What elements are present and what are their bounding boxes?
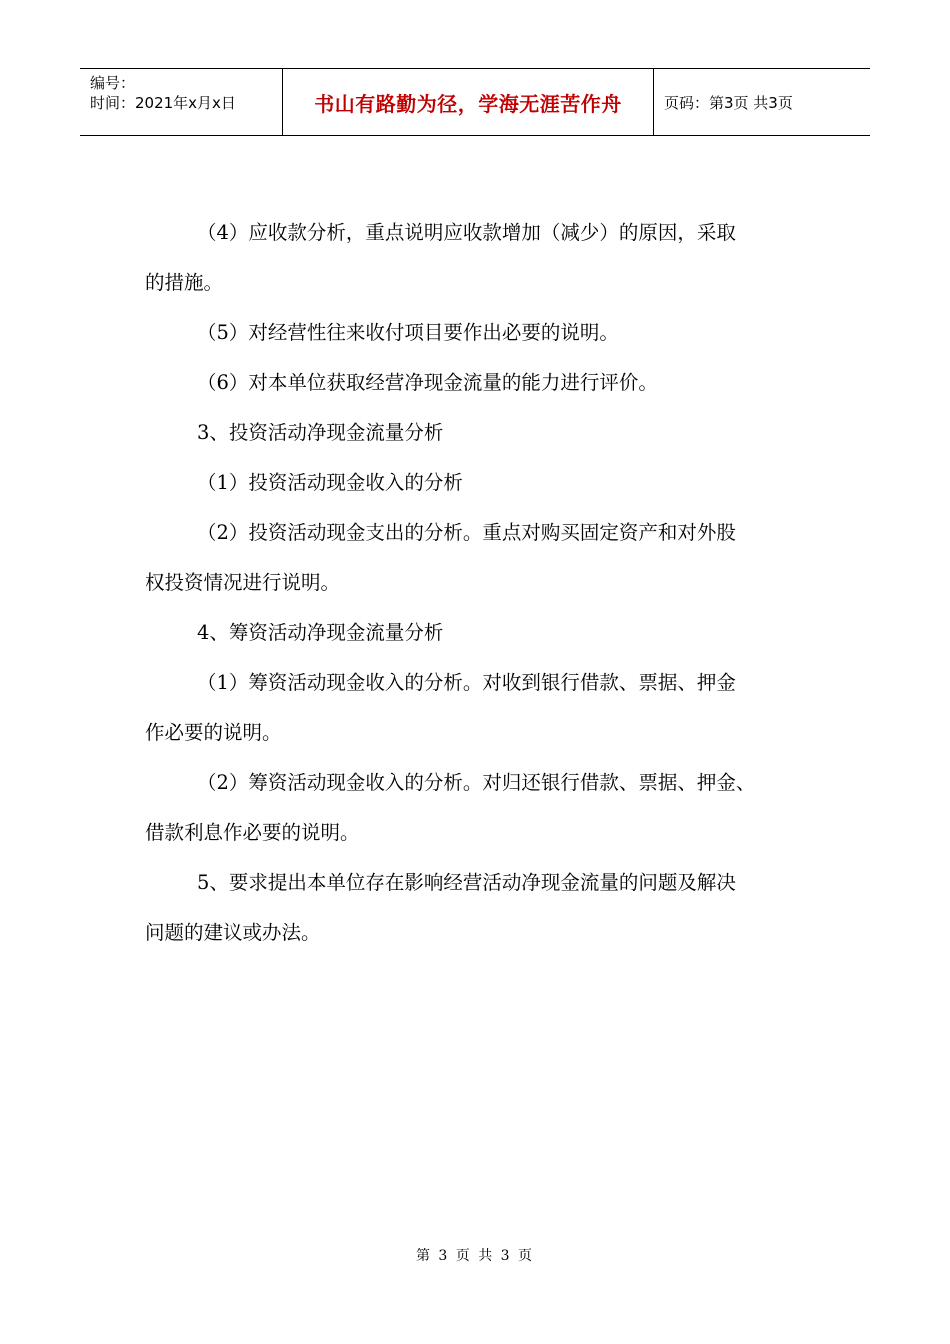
page-footer: 第 3 页 共 3 页 xyxy=(415,1248,535,1264)
paragraph-financing-repayment-cont: 借款利息作必要的说明。 xyxy=(145,821,360,844)
paragraph-financing-repayment: （2）筹资活动现金收入的分析。对归还银行借款、票据、押金、 xyxy=(197,771,756,794)
document-time-label: 时间：2021年x月x日 xyxy=(90,94,236,112)
document-number-label: 编号： xyxy=(90,74,136,92)
section-heading-financing: 4、筹资活动净现金流量分析 xyxy=(197,621,444,644)
paragraph-financing-income: （1）筹资活动现金收入的分析。对收到银行借款、票据、押金 xyxy=(197,671,736,694)
document-body xyxy=(145,208,825,958)
paragraph-investing-expense-cont: 权投资情况进行说明。 xyxy=(145,571,341,594)
paragraph-investing-income: （1）投资活动现金收入的分析 xyxy=(197,471,463,494)
paragraph-investing-expense: （2）投资活动现金支出的分析。重点对购买固定资产和对外股 xyxy=(197,521,736,544)
header-meta xyxy=(80,69,282,135)
paragraph-operating-items: （5）对经营性往来收付项目要作出必要的说明。 xyxy=(197,321,619,344)
document-header xyxy=(80,68,870,136)
paragraph-problems-solutions: 5、要求提出本单位存在影响经营活动净现金流量的问题及解决 xyxy=(197,871,736,894)
paragraph-operating-evaluation: （6）对本单位获取经营净现金流量的能力进行评价。 xyxy=(197,371,658,394)
paragraph-receivables-analysis-cont: 的措施。 xyxy=(145,271,224,294)
header-page-code: 页码：第3页 共3页 xyxy=(664,93,793,112)
section-heading-investing: 3、投资活动净现金流量分析 xyxy=(197,421,444,444)
paragraph-receivables-analysis: （4）应收款分析，重点说明应收款增加（减少）的原因，采取 xyxy=(197,221,736,244)
paragraph-financing-income-cont: 作必要的说明。 xyxy=(145,721,282,744)
header-motto: 书山有路勤为径，学海无涯苦作舟 xyxy=(282,69,654,135)
paragraph-problems-solutions-cont: 问题的建议或办法。 xyxy=(145,921,321,944)
